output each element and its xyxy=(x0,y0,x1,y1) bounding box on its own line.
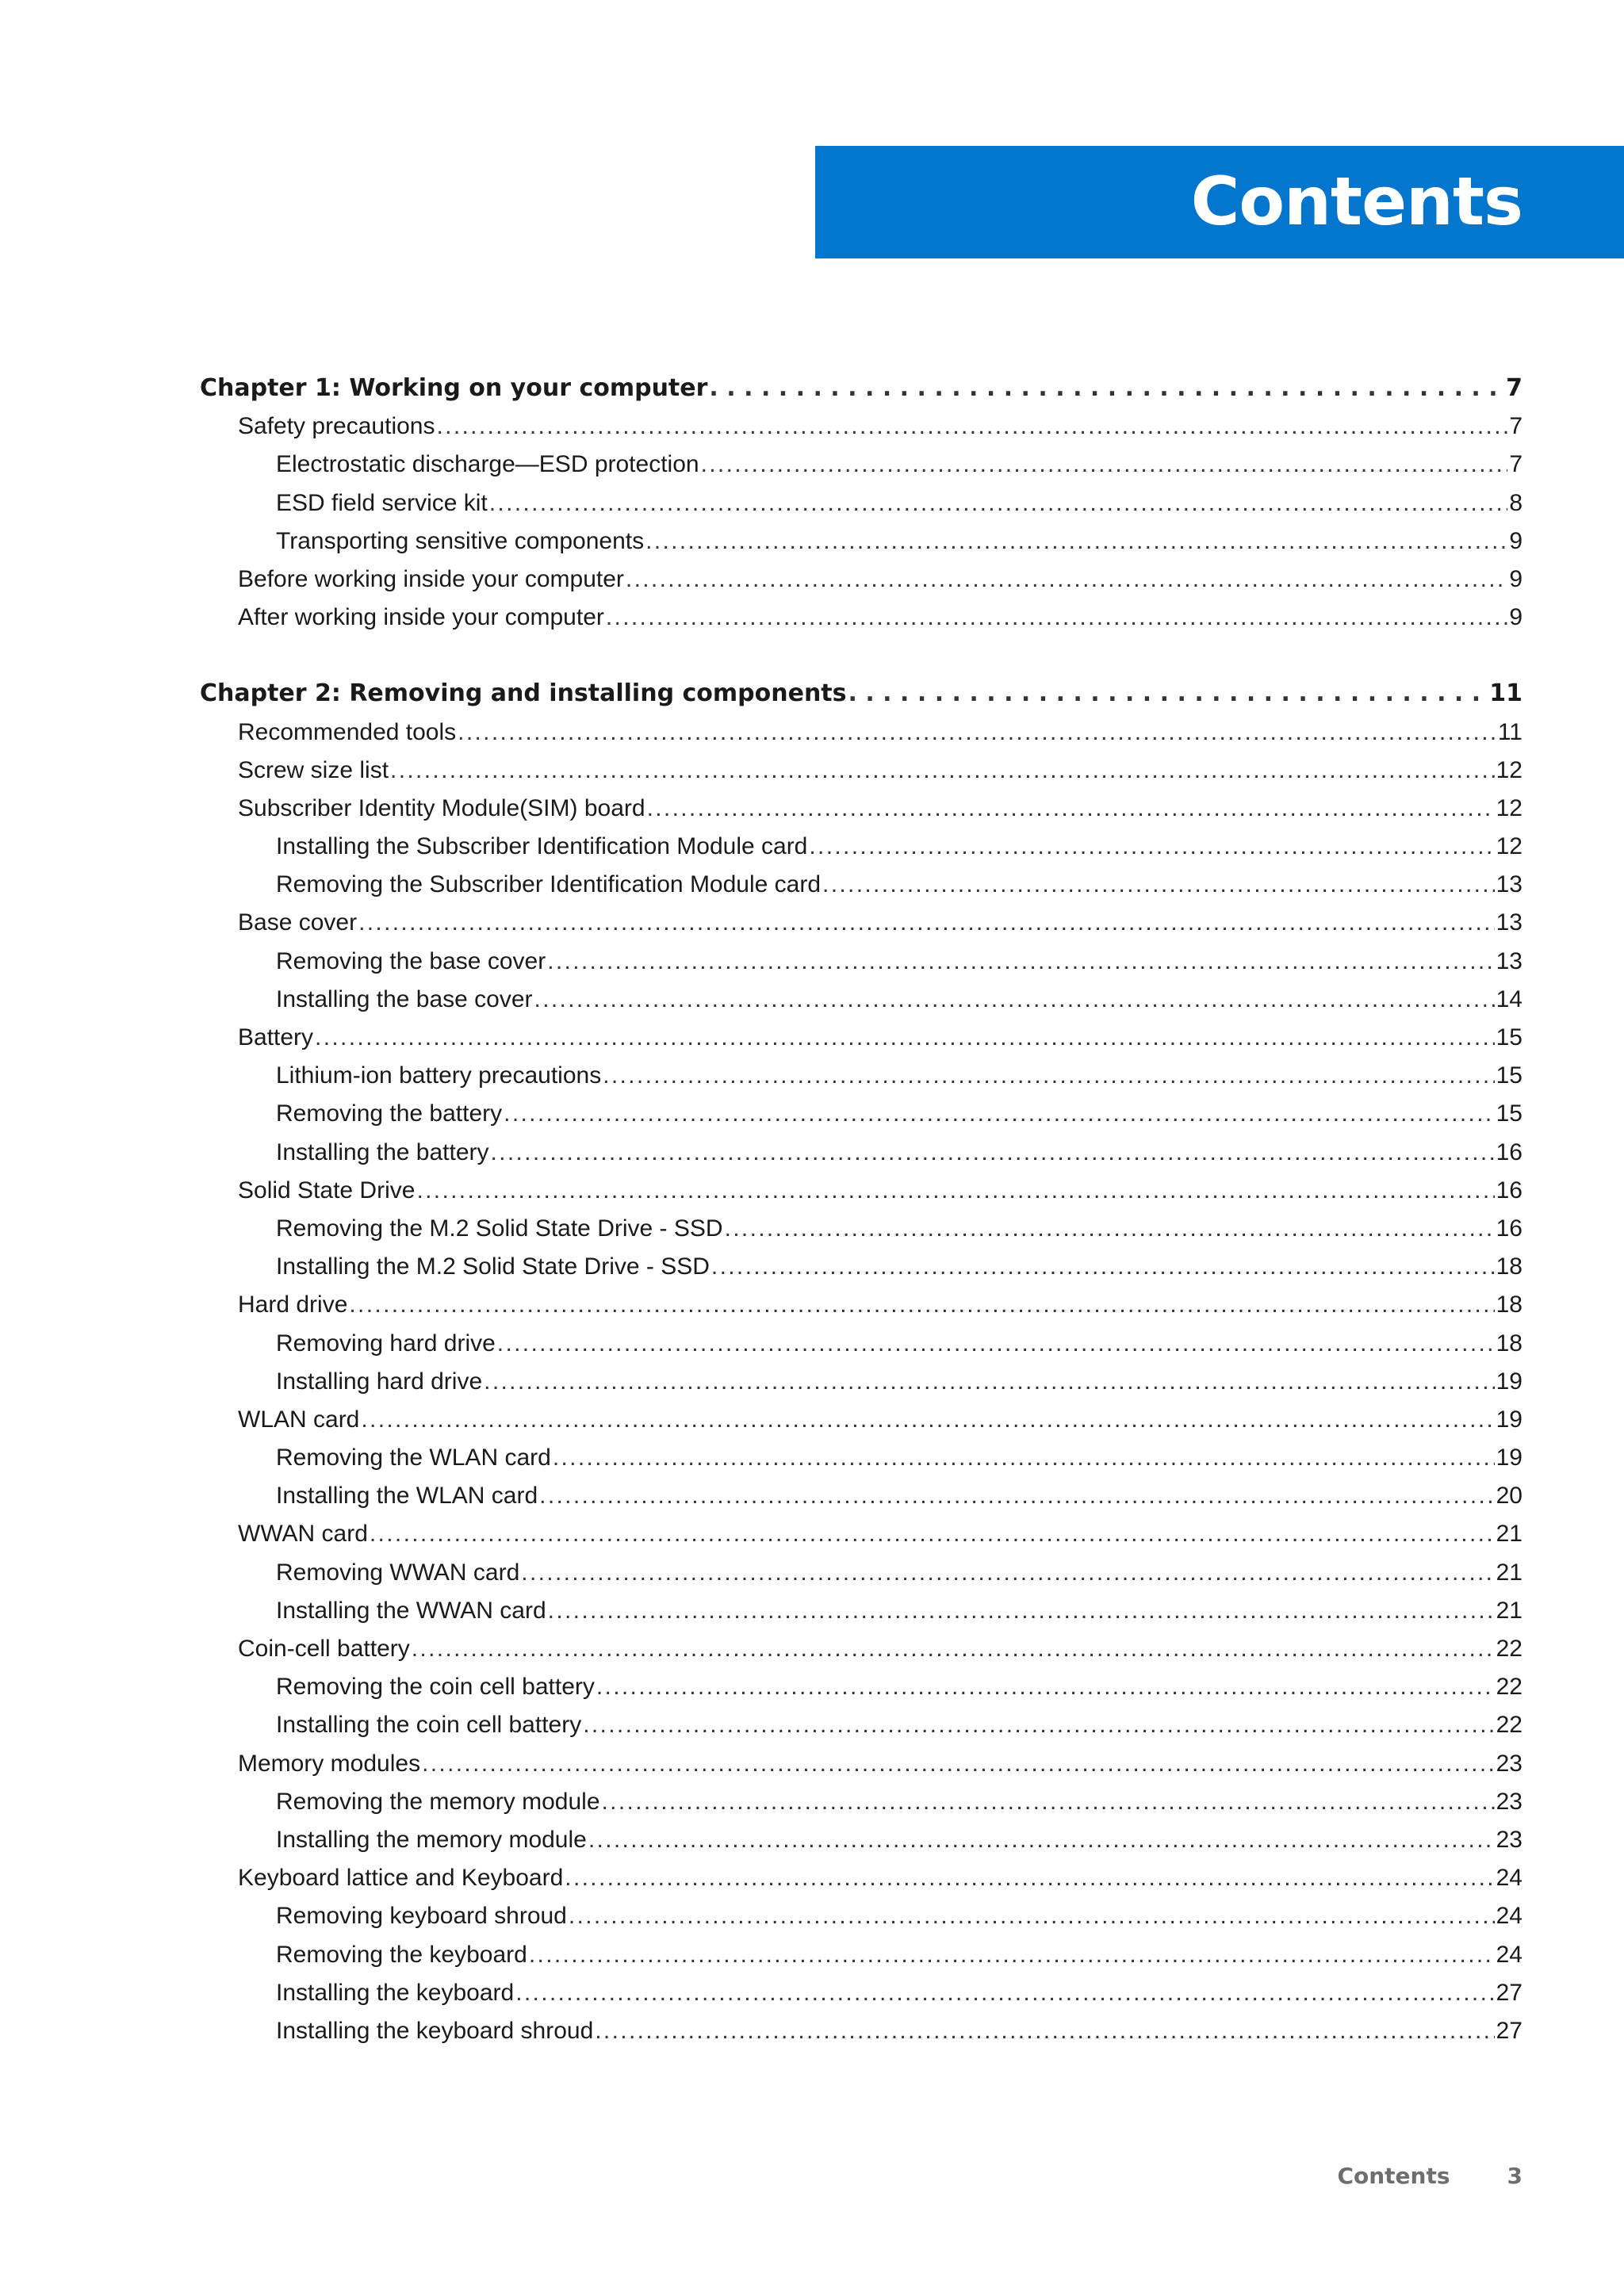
toc-entry-page-number: 8 xyxy=(1509,489,1522,516)
toc-entry-title: Solid State Drive xyxy=(238,1177,416,1203)
toc-entry-title: Removing the memory module xyxy=(276,1788,600,1815)
toc-entry-title: Removing the coin cell battery xyxy=(276,1674,595,1701)
toc-entry-page-number: 12 xyxy=(1496,756,1522,783)
toc-entry-page-number: 13 xyxy=(1496,871,1522,898)
toc-entry-title: Lithium-ion battery precautions xyxy=(276,1062,602,1089)
toc-entry-title: Coin-cell battery xyxy=(238,1636,410,1662)
toc-entry[interactable] xyxy=(200,1095,1522,1133)
dot-leader xyxy=(647,790,1495,828)
dot-leader xyxy=(489,484,1508,522)
toc-entry-page-number: 24 xyxy=(1496,1941,1522,1968)
toc-entry-page-number: 15 xyxy=(1496,1100,1522,1127)
toc-entry[interactable] xyxy=(200,1859,1522,1897)
toc-entry-title: Installing the WLAN card xyxy=(276,1483,538,1510)
toc-entry-title: ESD field service kit xyxy=(276,489,488,516)
toc-entry[interactable] xyxy=(200,981,1522,1019)
dot-leader xyxy=(709,369,1504,408)
toc-entry-title: Installing the coin cell battery xyxy=(276,1712,582,1739)
dot-leader xyxy=(484,1363,1494,1401)
toc-entry-title: Removing WWAN card xyxy=(276,1559,520,1586)
toc-entry-page-number: 7 xyxy=(1509,451,1522,478)
dot-leader xyxy=(626,561,1507,599)
toc-entry[interactable] xyxy=(200,1706,1522,1744)
toc-entry-page-number: 23 xyxy=(1496,1788,1522,1815)
dot-leader xyxy=(602,1783,1495,1821)
toc-entry[interactable] xyxy=(200,1019,1522,1057)
toc-entry[interactable] xyxy=(200,484,1522,522)
toc-entry-title: Before working inside your computer xyxy=(238,565,624,592)
toc-entry-page-number: 11 xyxy=(1489,679,1522,708)
dot-leader xyxy=(606,599,1507,637)
toc-entry-page-number: 20 xyxy=(1496,1483,1522,1510)
toc-entry-title: Removing the base cover xyxy=(276,947,546,974)
contents-banner xyxy=(815,146,1624,258)
toc-entry-title: Removing the M.2 Solid State Drive - SSD xyxy=(276,1215,723,1242)
toc-entry-page-number: 21 xyxy=(1496,1521,1522,1548)
toc-entry-title: Safety precautions xyxy=(238,413,435,440)
toc-entry-page-number: 19 xyxy=(1496,1406,1522,1433)
dot-leader xyxy=(458,714,1496,752)
toc-entry-title: Hard drive xyxy=(238,1292,348,1318)
dot-leader xyxy=(412,1630,1495,1668)
dot-leader xyxy=(596,1668,1495,1706)
dot-leader xyxy=(358,904,1495,942)
toc-entry-title: Removing the battery xyxy=(276,1100,503,1127)
toc-entry[interactable] xyxy=(200,1515,1522,1553)
toc-entry[interactable] xyxy=(200,1172,1522,1210)
toc-entry[interactable] xyxy=(200,1363,1522,1401)
dot-leader xyxy=(701,446,1508,484)
toc-entry-page-number: 24 xyxy=(1496,1865,1522,1892)
table-of-contents xyxy=(200,369,1522,2088)
toc-entry-title: Installing the keyboard xyxy=(276,1979,515,2006)
toc-entry-page-number: 22 xyxy=(1496,1636,1522,1662)
toc-entry[interactable] xyxy=(200,1401,1522,1439)
dot-leader xyxy=(422,1745,1495,1783)
toc-entry-page-number: 16 xyxy=(1496,1177,1522,1203)
toc-entry-title: Base cover xyxy=(238,909,358,936)
toc-entry[interactable] xyxy=(200,561,1522,599)
dot-leader xyxy=(515,1974,1494,2012)
toc-entry-page-number: 13 xyxy=(1496,909,1522,936)
toc-entry-page-number: 23 xyxy=(1496,1826,1522,1853)
toc-entry-page-number: 22 xyxy=(1496,1712,1522,1739)
toc-chapter xyxy=(200,369,1522,637)
toc-entry-page-number: 9 xyxy=(1509,527,1522,554)
toc-entry-title: Transporting sensitive components xyxy=(276,527,645,554)
toc-entry-title: Chapter 2: Removing and installing components xyxy=(200,679,847,708)
toc-entry[interactable] xyxy=(200,1745,1522,1783)
toc-entry-title: Installing the keyboard shroud xyxy=(276,2017,594,2044)
toc-entry[interactable] xyxy=(200,1974,1522,2012)
toc-entry-title: Keyboard lattice and Keyboard xyxy=(238,1865,564,1892)
dot-leader xyxy=(370,1515,1495,1553)
toc-entry[interactable] xyxy=(200,1630,1522,1668)
toc-entry-title: After working inside your computer xyxy=(238,604,604,631)
dot-leader xyxy=(361,1401,1494,1439)
dot-leader xyxy=(521,1554,1494,1592)
toc-entry[interactable] xyxy=(200,2012,1522,2050)
dot-leader xyxy=(583,1706,1494,1744)
toc-entry[interactable] xyxy=(200,1783,1522,1821)
toc-entry[interactable] xyxy=(200,408,1522,446)
dot-leader xyxy=(809,828,1494,866)
toc-entry[interactable] xyxy=(200,1477,1522,1515)
dot-leader xyxy=(529,1936,1495,1974)
toc-entry[interactable] xyxy=(200,1134,1522,1172)
toc-entry[interactable] xyxy=(200,790,1522,828)
dot-leader xyxy=(569,1897,1495,1935)
dot-leader xyxy=(497,1325,1495,1363)
dot-leader xyxy=(565,1859,1494,1897)
toc-entry-page-number: 7 xyxy=(1506,374,1522,402)
toc-entry-page-number: 9 xyxy=(1509,565,1522,592)
toc-entry[interactable] xyxy=(200,1248,1522,1286)
toc-entry[interactable] xyxy=(200,866,1522,904)
toc-entry-title: Electrostatic discharge—ESD protection xyxy=(276,451,699,478)
toc-entry-page-number: 22 xyxy=(1496,1674,1522,1701)
dot-leader xyxy=(595,2012,1494,2050)
page-title: Contents xyxy=(1190,163,1522,240)
toc-entry-page-number: 19 xyxy=(1496,1368,1522,1395)
toc-entry-page-number: 18 xyxy=(1496,1253,1522,1280)
toc-entry-title: Installing hard drive xyxy=(276,1368,483,1395)
toc-entry-title: Removing the WLAN card xyxy=(276,1445,551,1471)
dot-leader xyxy=(725,1210,1495,1248)
footer-section-label: Contents xyxy=(1337,2163,1450,2189)
toc-entry-page-number: 27 xyxy=(1496,2017,1522,2044)
toc-entry[interactable] xyxy=(200,943,1522,981)
dot-leader xyxy=(491,1134,1495,1172)
dot-leader xyxy=(553,1439,1495,1477)
toc-entry-title: Installing the Subscriber Identification Module card xyxy=(276,833,808,860)
toc-entry[interactable] xyxy=(200,1210,1522,1248)
toc-entry-title: Chapter 1: Working on your computer xyxy=(200,374,708,402)
dot-leader xyxy=(349,1286,1494,1324)
dot-leader xyxy=(436,408,1507,446)
toc-entry[interactable] xyxy=(200,1592,1522,1630)
toc-entry[interactable] xyxy=(200,1286,1522,1324)
toc-entry-page-number: 12 xyxy=(1496,833,1522,860)
toc-entry-page-number: 24 xyxy=(1496,1903,1522,1930)
dot-leader xyxy=(315,1019,1495,1057)
dot-leader xyxy=(822,866,1495,904)
dot-leader xyxy=(548,1592,1495,1630)
toc-entry-page-number: 16 xyxy=(1496,1215,1522,1242)
toc-entry[interactable] xyxy=(200,904,1522,942)
toc-entry-title: Battery xyxy=(238,1024,314,1050)
toc-entry-title: Installing the base cover xyxy=(276,985,533,1012)
toc-entry-title: Recommended tools xyxy=(238,718,457,745)
toc-entry[interactable] xyxy=(200,1668,1522,1706)
toc-entry-title: Removing the Subscriber Identification Module card xyxy=(276,871,822,898)
dot-leader xyxy=(504,1095,1494,1133)
footer-page-number: 3 xyxy=(1507,2163,1522,2189)
dot-leader xyxy=(547,943,1494,981)
toc-entry-page-number: 15 xyxy=(1496,1024,1522,1050)
toc-entry-title: WLAN card xyxy=(238,1406,360,1433)
toc-entry-title: Installing the battery xyxy=(276,1138,489,1165)
toc-entry-page-number: 9 xyxy=(1509,604,1522,631)
toc-entry[interactable] xyxy=(200,1936,1522,1974)
dot-leader xyxy=(539,1477,1494,1515)
toc-entry-page-number: 12 xyxy=(1496,794,1522,821)
toc-entry[interactable] xyxy=(200,828,1522,866)
toc-entry-page-number: 13 xyxy=(1496,947,1522,974)
toc-entry-title: Removing hard drive xyxy=(276,1330,496,1357)
dot-leader xyxy=(645,522,1507,561)
toc-entry[interactable] xyxy=(200,522,1522,561)
dot-leader xyxy=(711,1248,1495,1286)
toc-entry-page-number: 7 xyxy=(1509,413,1522,440)
toc-entry-page-number: 19 xyxy=(1496,1445,1522,1471)
dot-leader xyxy=(588,1821,1495,1859)
toc-entry[interactable] xyxy=(200,446,1522,484)
toc-entry[interactable] xyxy=(200,752,1522,790)
toc-entry-title: Installing the WWAN card xyxy=(276,1597,546,1624)
toc-entry-page-number: 21 xyxy=(1496,1559,1522,1586)
dot-leader xyxy=(848,675,1488,713)
toc-entry-title: Removing keyboard shroud xyxy=(276,1903,567,1930)
toc-entry-page-number: 18 xyxy=(1496,1292,1522,1318)
toc-entry[interactable] xyxy=(200,1554,1522,1592)
toc-entry[interactable] xyxy=(200,1057,1522,1095)
toc-entry-title: WWAN card xyxy=(238,1521,368,1548)
toc-entry[interactable] xyxy=(200,1325,1522,1363)
dot-leader xyxy=(390,752,1495,790)
toc-entry-title: Subscriber Identity Module(SIM) board xyxy=(238,794,645,821)
page-footer xyxy=(1337,2163,1522,2189)
toc-entry-title: Installing the M.2 Solid State Drive - SSD xyxy=(276,1253,710,1280)
toc-entry-title: Memory modules xyxy=(238,1750,421,1777)
toc-entry-title: Installing the memory module xyxy=(276,1826,587,1853)
toc-entry-page-number: 21 xyxy=(1496,1597,1522,1624)
toc-chapter-heading[interactable] xyxy=(200,675,1522,713)
toc-chapter-heading[interactable] xyxy=(200,369,1522,408)
toc-entry-page-number: 15 xyxy=(1496,1062,1522,1089)
toc-entry-page-number: 14 xyxy=(1496,985,1522,1012)
toc-entry-page-number: 11 xyxy=(1497,718,1522,745)
toc-chapter xyxy=(200,675,1522,2050)
toc-entry-page-number: 23 xyxy=(1496,1750,1522,1777)
toc-entry[interactable] xyxy=(200,714,1522,752)
dot-leader xyxy=(534,981,1495,1019)
dot-leader xyxy=(603,1057,1494,1095)
toc-entry-title: Screw size list xyxy=(238,756,389,783)
toc-entry[interactable] xyxy=(200,1821,1522,1859)
toc-entry[interactable] xyxy=(200,1439,1522,1477)
toc-entry-page-number: 16 xyxy=(1496,1138,1522,1165)
toc-entry-page-number: 27 xyxy=(1496,1979,1522,2006)
dot-leader xyxy=(416,1172,1494,1210)
toc-entry-title: Removing the keyboard xyxy=(276,1941,527,1968)
toc-entry[interactable] xyxy=(200,599,1522,637)
toc-entry-page-number: 18 xyxy=(1496,1330,1522,1357)
toc-entry[interactable] xyxy=(200,1897,1522,1935)
